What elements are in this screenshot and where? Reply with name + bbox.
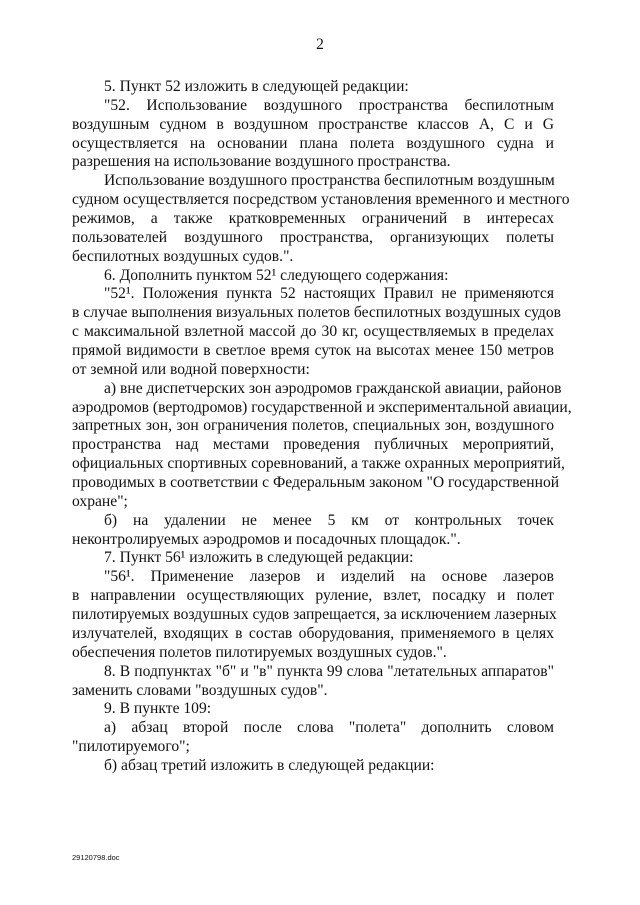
text-line: 5. Пункт 52 изложить в следующей редакции: (104, 78, 409, 95)
text-line: проводимых в соответствии с Федеральным законом "О государственной (72, 474, 560, 492)
text-line: от земной или водной поверхности: (72, 360, 310, 378)
text-line: беспилотных воздушных судов.". (72, 247, 294, 265)
text-line: неконтролируемых аэродромов и посадочных площадок.". (72, 530, 461, 548)
paragraph (72, 267, 554, 286)
paragraph (72, 97, 554, 172)
page-number: 2 (316, 36, 324, 53)
paragraph (72, 757, 554, 776)
text-line: аэродромов (вертодромов) государственной и экспериментальной авиации, (72, 398, 572, 416)
text-line: осуществляется на основании плана полета воздушного судна и (72, 134, 554, 152)
text-line: пространства над местами проведения публичных мероприятий, (72, 436, 554, 454)
paragraph (72, 549, 554, 568)
text-line: а) вне диспетчерских зон аэродромов гражданской авиации, районов (104, 379, 562, 397)
text-line: излучателей, входящих в состав оборудования, применяемого в целях (72, 624, 554, 642)
text-line: а) абзац второй после слова "полета" дополнить словом (104, 719, 554, 737)
text-line: пользователей воздушного пространства, организующих полеты (72, 228, 554, 246)
text-line: 6. Дополнить пунктом 52¹ следующего содержания: (104, 266, 449, 284)
text-line: запретных зон, зон ограничения полетов, специальных зон, воздушного (72, 417, 554, 435)
text-line: заменить словами "воздушных судов". (72, 681, 328, 699)
paragraph (72, 700, 554, 719)
paragraph (72, 512, 554, 550)
paragraph (72, 568, 557, 662)
text-line: режимов, а также кратковременных ограничений в интересах (72, 210, 554, 228)
text-line: официальных спортивных соревнований, а также охранных мероприятий, (72, 455, 565, 473)
text-line: б) на удалении не менее 5 км от контрольных точек (104, 511, 554, 529)
text-line: разрешения на использование воздушного пространства. (72, 153, 451, 171)
text-line: 9. В пункте 109: (104, 700, 212, 718)
paragraph (72, 379, 572, 512)
text-line: судном осуществляется посредством установления временного и местного (72, 191, 570, 209)
text-line: в случае выполнения визуальных полетов беспилотных воздушных судов (72, 304, 562, 322)
paragraph (72, 78, 554, 97)
text-line: воздушным судном в воздушном пространстве классов A, C и G (72, 115, 554, 133)
text-line: Использование воздушного пространства беспилотным воздушным (104, 172, 555, 190)
text-line: прямой видимости в светлое время суток на высотах менее 150 метров (72, 342, 554, 360)
text-line: "52¹. Положения пункта 52 настоящих Правил не применяются (104, 285, 554, 303)
text-line: пилотируемых воздушных судов запрещается, за исключением лазерных (72, 606, 557, 624)
text-line: "пилотируемого"; (72, 738, 190, 756)
footer-filename: 29120798.doc (72, 853, 120, 862)
document-body (72, 78, 572, 776)
paragraph (72, 663, 554, 701)
text-line: 8. В подпунктах "б" и "в" пункта 99 слова "летательных аппаратов" (104, 662, 554, 680)
text-line: охране"; (72, 492, 128, 510)
text-line: в направлении осуществляющих руление, взлет, посадку и полет (72, 587, 554, 605)
text-line: обеспечения полетов пилотируемых воздушных судов.". (72, 643, 447, 661)
text-line: б) абзац третий изложить в следующей редакции: (104, 756, 435, 774)
text-line: "52. Использование воздушного пространства беспилотным (104, 96, 554, 114)
text-line: 7. Пункт 56¹ изложить в следующей редакции: (104, 549, 414, 567)
paragraph (72, 719, 554, 757)
paragraph (72, 172, 570, 266)
paragraph (72, 285, 562, 379)
text-line: "56¹. Применение лазеров и изделий на основе лазеров (104, 568, 554, 586)
text-line: с максимальной взлетной массой до 30 кг, осуществляемых в пределах (72, 323, 554, 341)
